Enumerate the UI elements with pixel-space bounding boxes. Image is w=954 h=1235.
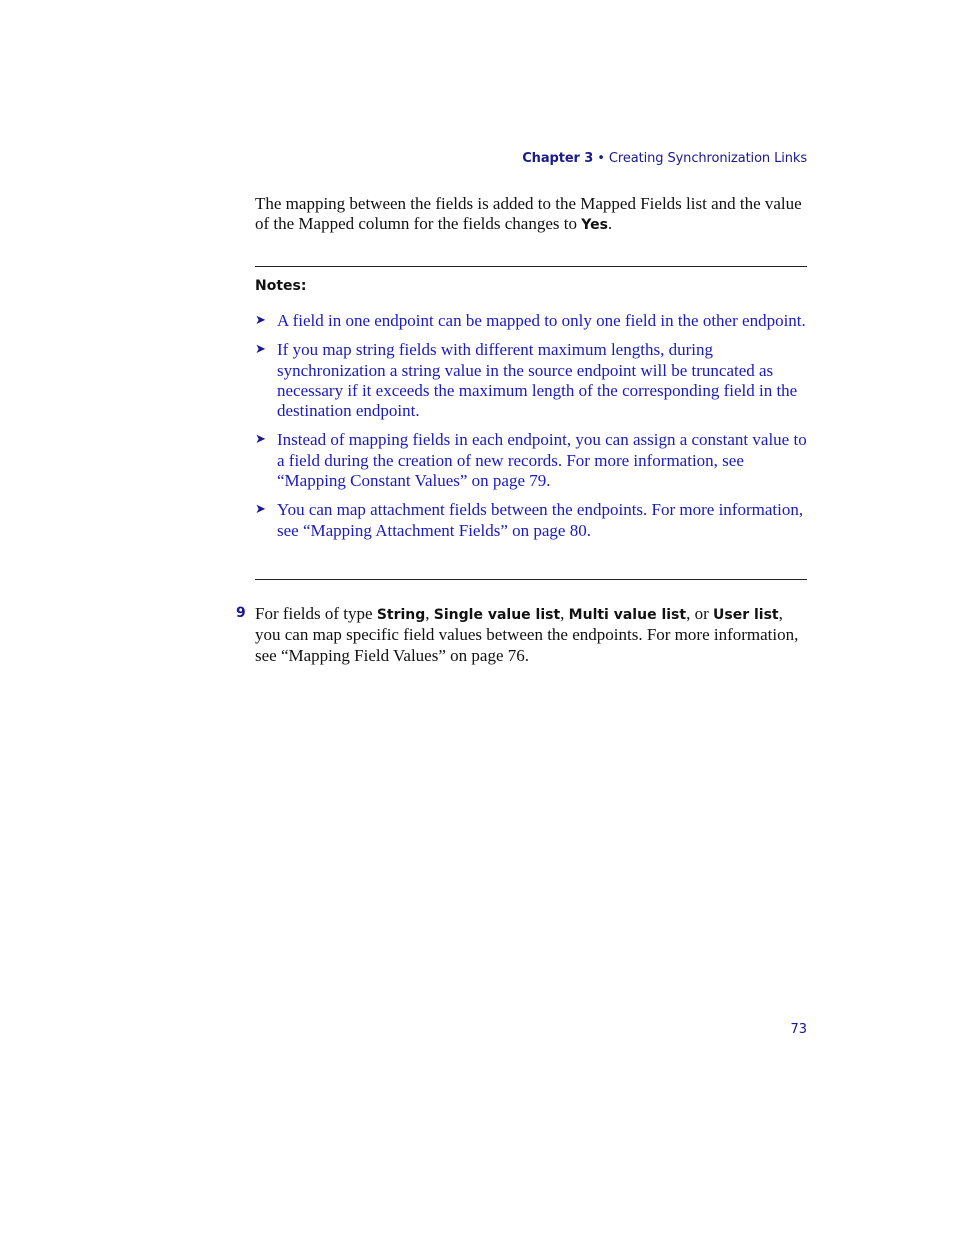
note-link-text[interactable]: A field in one endpoint can be mapped to only one field in the other endpoint. [277, 311, 806, 330]
notes-top-rule [255, 266, 807, 267]
field-type-string: String [376, 607, 426, 623]
arrow-bullet-icon: ➤ [255, 432, 266, 448]
notes-heading: Notes: [255, 278, 307, 294]
step-text: For fields of type [255, 604, 377, 623]
step-text: , [425, 604, 434, 623]
intro-bold-yes: Yes [581, 217, 608, 233]
page-number: 73 [790, 1022, 807, 1037]
field-type-user-list: User list [713, 607, 779, 623]
intro-paragraph [255, 194, 807, 235]
step-text: , [560, 604, 569, 623]
notes-bottom-rule [255, 579, 807, 580]
note-item [255, 430, 807, 491]
running-header [522, 151, 807, 166]
chapter-title: Creating Synchronization Links [608, 151, 807, 166]
intro-text: The mapping between the fields is added to the Mapped Fields list and the value of the Mapped column for the fields changes to [255, 194, 802, 233]
note-link-text[interactable]: If you map string fields with different maximum lengths, during synchronization a string value in the source endpoint will be truncated as necessary if it exceeds the maximum length of the corresponding field in the destination endpoint. [277, 340, 798, 421]
chapter-label: Chapter 3 [522, 151, 594, 166]
step-text: , you can map specific field values between the endpoints. For more information, see “Mapping Field Values” on page 76. [255, 604, 799, 665]
note-item [255, 340, 807, 421]
arrow-bullet-icon: ➤ [255, 313, 266, 328]
step-text: , or [686, 604, 713, 623]
note-link-text[interactable]: You can map attachment fields between the endpoints. For more information, see “Mapping Attachment Fields” on page 80. [277, 500, 804, 540]
arrow-bullet-icon: ➤ [255, 502, 266, 518]
field-type-single-value-list: Single value list [433, 607, 561, 623]
step-paragraph [255, 604, 807, 666]
field-type-multi-value-list: Multi value list [568, 607, 687, 623]
arrow-bullet-icon: ➤ [255, 342, 266, 358]
step-number: 9 [236, 605, 246, 621]
note-item [255, 500, 807, 541]
note-item [255, 311, 807, 331]
note-link-text[interactable]: Instead of mapping fields in each endpoint, you can assign a constant value to a field during the creation of new records. For more information, see “Mapping Constant Values” on page 79. [277, 430, 807, 491]
notes-list [255, 311, 807, 550]
header-separator: • [597, 151, 605, 166]
intro-text-end: . [607, 214, 613, 233]
